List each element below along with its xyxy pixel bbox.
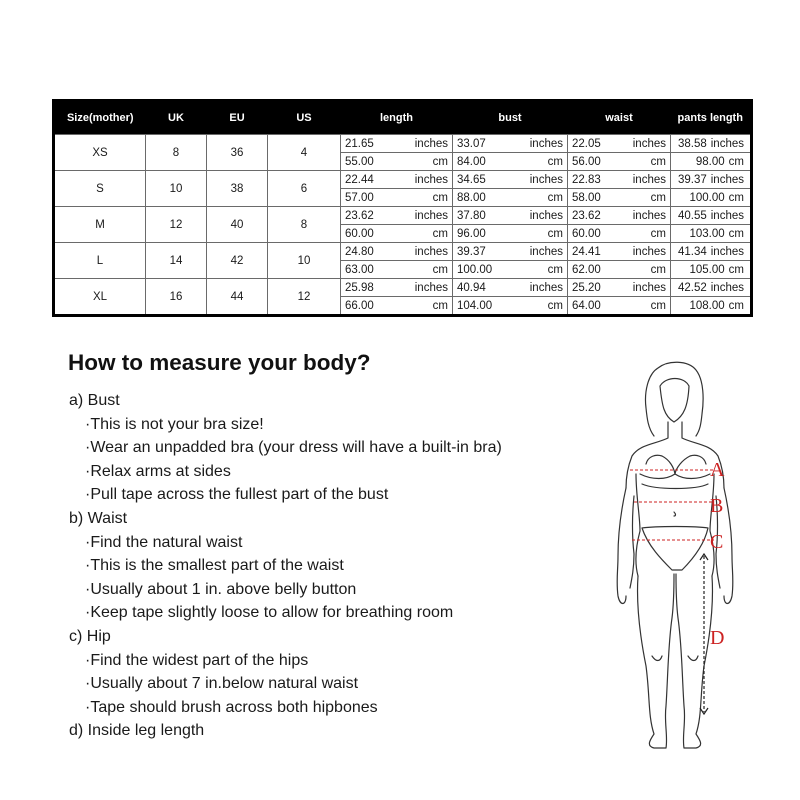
length-value: 57.00 [345,191,374,204]
marker-c: C [710,531,724,553]
pants-value: 42.52 [677,281,707,294]
length-value: 22.44 [345,173,374,186]
pants-value: 105.00 [689,263,725,276]
bust-cell [453,135,568,153]
uk-cell: 8 [146,135,207,171]
bust-unit: cm [547,299,563,312]
col-header-bust: bust [453,101,568,135]
length-cell [341,171,453,189]
waist-unit: inches [632,137,666,150]
table-body [54,135,752,316]
length-cell [341,189,453,207]
size-chart-table [52,99,753,317]
bust-unit: cm [547,263,563,276]
waist-unit: inches [632,281,666,294]
pants-unit: inches [710,137,744,150]
page-title: How to measure your body? [68,350,371,375]
pants-cell [671,261,752,279]
uk-cell: 16 [146,279,207,316]
pants-unit: cm [728,299,744,312]
waist-cell [568,243,671,261]
us-cell: 6 [268,171,341,207]
bust-cell [453,189,568,207]
length-value: 24.80 [345,245,374,258]
table-row [54,135,752,153]
pants-unit: cm [728,191,744,204]
col-header-eu: EU [207,101,268,135]
us-cell: 4 [268,135,341,171]
size-cell: S [54,171,146,207]
marker-d: D [710,627,725,649]
waist-unit: cm [650,299,666,312]
bust-value: 100.00 [457,263,493,276]
pants-cell [671,135,752,153]
bust-unit: cm [547,155,563,168]
bust-cell [453,207,568,225]
bust-unit: inches [529,173,563,186]
waist-cell [568,297,671,316]
uk-cell: 14 [146,243,207,279]
length-cell [341,297,453,316]
length-value: 63.00 [345,263,374,276]
pants-unit: inches [710,245,744,258]
section-label: c) Hip [69,627,111,645]
waist-unit: inches [632,173,666,186]
bust-value: 37.80 [457,209,486,222]
waist-value: 24.41 [572,245,601,258]
pants-cell [671,243,752,261]
waist-unit: cm [650,263,666,276]
waist-unit: cm [650,191,666,204]
marker-a: A [710,459,725,481]
pants-unit: inches [710,281,744,294]
marker-b: B [710,495,724,517]
pants-value: 103.00 [689,227,725,240]
pants-cell [671,153,752,171]
pants-value: 39.37 [677,173,707,186]
body-figure-illustration [596,356,766,756]
col-header-waist: waist [568,101,671,135]
eu-cell: 40 [207,207,268,243]
bust-value: 104.00 [457,299,493,312]
tip-item: ·Find the widest part of the hips [85,651,309,669]
col-header-size: Size(mother) [54,101,146,135]
size-cell: XS [54,135,146,171]
length-unit: cm [432,263,448,276]
bust-value: 84.00 [457,155,486,168]
pants-value: 100.00 [689,191,725,204]
bust-cell [453,297,568,316]
measure-instructions [69,389,589,743]
waist-cell [568,189,671,207]
pants-value: 108.00 [689,299,725,312]
waist-cell [568,279,671,297]
length-unit: inches [414,173,448,186]
bust-value: 88.00 [457,191,486,204]
bust-unit: cm [547,191,563,204]
table-row [54,243,752,261]
pants-value: 38.58 [677,137,707,150]
bust-value: 34.65 [457,173,486,186]
tip-item: ·This is the smallest part of the waist [85,557,344,575]
waist-value: 22.83 [572,173,601,186]
length-unit: cm [432,191,448,204]
pants-unit: inches [710,173,744,186]
length-value: 55.00 [345,155,374,168]
bust-cell [453,225,568,243]
pants-cell [671,171,752,189]
waist-cell [568,261,671,279]
eu-cell: 38 [207,171,268,207]
bust-unit: cm [547,227,563,240]
length-unit: inches [414,209,448,222]
bust-unit: inches [529,245,563,258]
length-cell [341,135,453,153]
bust-value: 39.37 [457,245,486,258]
length-cell [341,225,453,243]
size-cell: XL [54,279,146,316]
length-unit: inches [414,137,448,150]
tip-item: ·Wear an unpadded bra (your dress will have a built-in bra) [85,439,502,457]
waist-unit: inches [632,245,666,258]
uk-cell: 10 [146,171,207,207]
length-value: 25.98 [345,281,374,294]
waist-unit: cm [650,155,666,168]
tip-item: ·Keep tape slightly loose to allow for breathing room [85,604,454,622]
bust-value: 33.07 [457,137,486,150]
waist-value: 64.00 [572,299,601,312]
uk-cell: 12 [146,207,207,243]
pants-unit: cm [728,263,744,276]
waist-value: 23.62 [572,209,601,222]
tip-item: ·Tape should brush across both hipbones [85,698,378,716]
pants-cell [671,189,752,207]
pants-unit: inches [710,209,744,222]
bust-value: 40.94 [457,281,486,294]
col-header-pants-length: pants length [671,101,752,135]
tip-item: ·Pull tape across the fullest part of the bust [85,486,389,504]
table-row [54,207,752,225]
bust-cell [453,279,568,297]
waist-cell [568,171,671,189]
waist-unit: inches [632,209,666,222]
bust-unit: inches [529,137,563,150]
length-unit: inches [414,281,448,294]
waist-value: 58.00 [572,191,601,204]
waist-value: 60.00 [572,227,601,240]
pants-unit: cm [728,227,744,240]
length-unit: cm [432,299,448,312]
eu-cell: 36 [207,135,268,171]
length-cell [341,279,453,297]
length-cell [341,207,453,225]
length-cell [341,153,453,171]
length-unit: cm [432,155,448,168]
waist-value: 22.05 [572,137,601,150]
length-value: 23.62 [345,209,374,222]
us-cell: 10 [268,243,341,279]
waist-cell [568,207,671,225]
size-cell: M [54,207,146,243]
us-cell: 12 [268,279,341,316]
bust-cell [453,153,568,171]
bust-unit: inches [529,209,563,222]
pants-value: 40.55 [677,209,707,222]
bust-cell [453,171,568,189]
waist-cell [568,153,671,171]
bust-cell [453,243,568,261]
table-row [54,279,752,297]
col-header-uk: UK [146,101,207,135]
size-cell: L [54,243,146,279]
pants-unit: cm [728,155,744,168]
eu-cell: 44 [207,279,268,316]
col-header-us: US [268,101,341,135]
length-value: 66.00 [345,299,374,312]
section-label: a) Bust [69,392,120,409]
table-row [54,171,752,189]
col-header-length: length [341,101,453,135]
length-value: 60.00 [345,227,374,240]
waist-value: 62.00 [572,263,601,276]
section-label: d) Inside leg length [69,722,205,740]
length-unit: inches [414,245,448,258]
tip-item: ·Relax arms at sides [85,462,231,480]
tip-item: ·This is not your bra size! [85,415,264,433]
section-label: b) Waist [69,509,128,527]
bust-unit: inches [529,281,563,294]
us-cell: 8 [268,207,341,243]
pants-cell [671,279,752,297]
tip-item: ·Find the natural waist [85,533,243,551]
eu-cell: 42 [207,243,268,279]
tip-item: ·Usually about 1 in. above belly button [85,580,357,598]
pants-cell [671,207,752,225]
pants-value: 41.34 [677,245,707,258]
length-cell [341,261,453,279]
bust-value: 96.00 [457,227,486,240]
pants-cell [671,297,752,316]
tip-item: ·Usually about 7 in.below natural waist [85,675,359,693]
length-cell [341,243,453,261]
waist-value: 56.00 [572,155,601,168]
waist-value: 25.20 [572,281,601,294]
length-unit: cm [432,227,448,240]
waist-cell [568,135,671,153]
table-header-row [54,101,752,135]
length-value: 21.65 [345,137,374,150]
pants-cell [671,225,752,243]
waist-cell [568,225,671,243]
pants-value: 98.00 [695,155,725,168]
waist-unit: cm [650,227,666,240]
bust-cell [453,261,568,279]
